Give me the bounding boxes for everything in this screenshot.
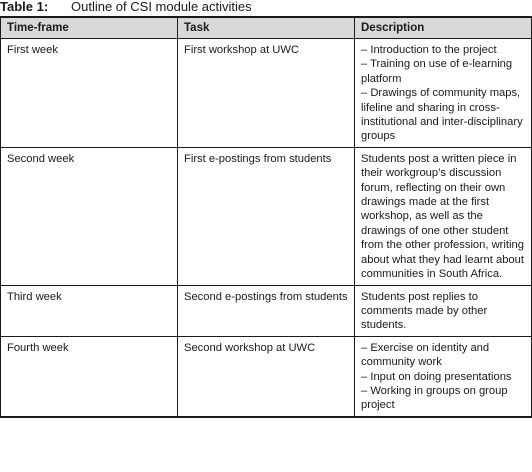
table-caption <box>0 0 252 16</box>
description-bullet: – Exercise on identity and community work <box>361 341 490 369</box>
cell-task: First e-postings from students <box>178 147 355 285</box>
cell-time-frame: First week <box>1 39 178 148</box>
description-text: Students post a written piece in their workgroup’s discussion forum, reflecting on their own drawings made at the first workshop, as well as the drawings of one other student from the other profession, writing about what they had learnt about communities in South Africa. <box>361 152 524 281</box>
csi-activities-table <box>0 16 532 418</box>
header-task: Task <box>178 17 355 39</box>
cell-description <box>355 336 532 417</box>
cell-time-frame: Third week <box>1 285 178 336</box>
description-bullet: – Introduction to the project <box>361 44 497 56</box>
cell-description <box>355 285 532 336</box>
table-caption-title: Outline of CSI module activities <box>71 0 252 14</box>
cell-task: First workshop at UWC <box>178 39 355 148</box>
cell-time-frame: Fourth week <box>1 336 178 417</box>
cell-task: Second workshop at UWC <box>178 336 355 417</box>
table-row <box>1 147 532 285</box>
description-bullet: – Drawings of community maps, lifeline and sharing in cross-institutional and inter-disciplinary groups <box>361 87 523 143</box>
cell-task: Second e-postings from students <box>178 285 355 336</box>
table-header-row <box>1 17 532 39</box>
header-time-frame: Time-frame <box>1 17 178 39</box>
description-bullet: – Working in groups on group project <box>361 384 508 412</box>
description-bullet: – Training on use of e-learning platform <box>361 58 513 85</box>
cell-description <box>355 147 532 285</box>
cell-time-frame: Second week <box>1 147 178 285</box>
table-caption-label: Table 1: <box>0 0 49 14</box>
description-text: Students post replies to comments made by other students. <box>361 290 488 332</box>
table-row <box>1 39 532 148</box>
description-bullet: – Input on doing presentations <box>361 370 512 383</box>
cell-description <box>355 39 532 148</box>
table-row <box>1 336 532 417</box>
header-description: Description <box>355 17 532 39</box>
table-row <box>1 285 532 336</box>
